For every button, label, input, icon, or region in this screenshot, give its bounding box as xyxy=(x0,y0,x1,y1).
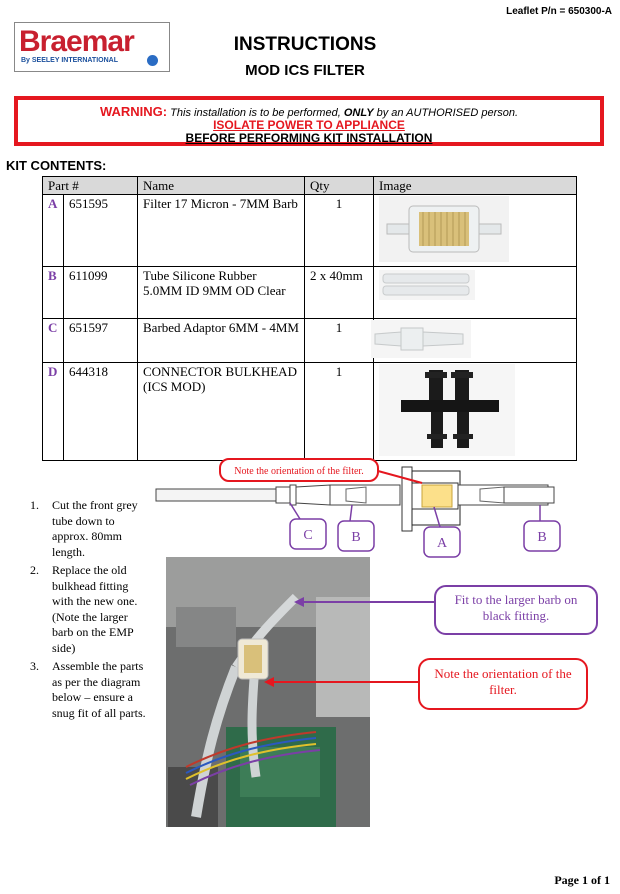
tube-image xyxy=(379,268,475,302)
part-number: 651597 xyxy=(64,319,138,363)
orientation-callout: Note the orientation of the filter. xyxy=(418,658,588,710)
grey-tube xyxy=(156,489,276,501)
bulkhead-connector-image xyxy=(379,364,515,456)
filter-image xyxy=(379,196,509,262)
table-header-row xyxy=(43,177,577,195)
part-letter: A xyxy=(43,195,64,267)
table-row xyxy=(43,319,577,363)
column-header: Qty xyxy=(305,177,374,195)
table-row xyxy=(43,363,577,461)
warning-box xyxy=(14,96,604,146)
kit-contents-table xyxy=(42,176,577,461)
column-header: Image xyxy=(374,177,577,195)
column-header: Part # xyxy=(43,177,138,195)
part-image-cell xyxy=(374,267,577,319)
page-number: Page 1 of 1 xyxy=(554,873,610,887)
part-name: Filter 17 Micron - 7MM Barb xyxy=(138,195,305,267)
instruction-steps xyxy=(30,498,150,724)
part-qty: 1 xyxy=(305,195,374,267)
part-image-cell xyxy=(374,363,577,461)
assembly-diagram xyxy=(150,455,620,560)
diagram-note: Note the orientation of the filter. xyxy=(234,466,364,477)
part-image-cell xyxy=(374,319,577,363)
before-install-text: BEFORE PERFORMING KIT INSTALLATION xyxy=(185,131,433,145)
bulkhead-plate xyxy=(402,467,412,531)
part-image-cell xyxy=(374,195,577,267)
part-number: 644318 xyxy=(64,363,138,461)
kit-contents-heading: KIT CONTENTS: xyxy=(6,158,107,173)
step-item: 1. Cut the front grey tube down to approx. 80mm length. xyxy=(30,498,138,559)
label-c: C xyxy=(303,528,313,543)
part-qty: 1 xyxy=(305,363,374,461)
part-name: CONNECTOR BULKHEAD (ICS MOD) xyxy=(138,363,305,461)
part-letter: C xyxy=(43,319,64,363)
page-subtitle: MOD ICS FILTER xyxy=(245,62,365,79)
part-name: Tube Silicone Rubber 5.0MM ID 9MM OD Clear xyxy=(138,267,305,319)
logo-sub: By SEELEY INTERNATIONAL xyxy=(21,57,118,64)
page-title: INSTRUCTIONS xyxy=(233,34,377,55)
step-item: 2. Replace the old bulkhead fitting with the new one. (Note the larger barb on the EMP side) xyxy=(30,563,138,655)
label-b-right: B xyxy=(537,530,547,545)
part-qty: 2 x 40mm xyxy=(305,267,374,319)
part-letter: B xyxy=(43,267,64,319)
leaflet-number: Leaflet P/n = 650300-A xyxy=(506,6,612,17)
fit-larger-barb-callout: Fit to the larger barb on black fitting. xyxy=(434,585,598,635)
column-header: Name xyxy=(138,177,305,195)
table-row xyxy=(43,195,577,267)
step-item: 3. Assemble the parts as per the diagram below – ensure a snug fit of all parts. xyxy=(30,659,146,720)
label-b-left: B xyxy=(351,530,361,545)
adaptor-image xyxy=(371,320,471,358)
logo-brand: Braemar xyxy=(19,25,134,58)
part-name: Barbed Adaptor 6MM - 4MM xyxy=(138,319,305,363)
table-row xyxy=(43,267,577,319)
part-qty: 1 xyxy=(305,319,374,363)
label-a: A xyxy=(436,536,448,551)
part-number: 611099 xyxy=(64,267,138,319)
part-number: 651595 xyxy=(64,195,138,267)
part-letter: D xyxy=(43,363,64,461)
warning-line: WARNING: This installation is to be performed, ONLY by an AUTHORISED person. xyxy=(99,104,519,119)
isolate-power-text: ISOLATE POWER TO APPLIANCE xyxy=(213,118,405,132)
filter-a-body xyxy=(422,485,452,507)
